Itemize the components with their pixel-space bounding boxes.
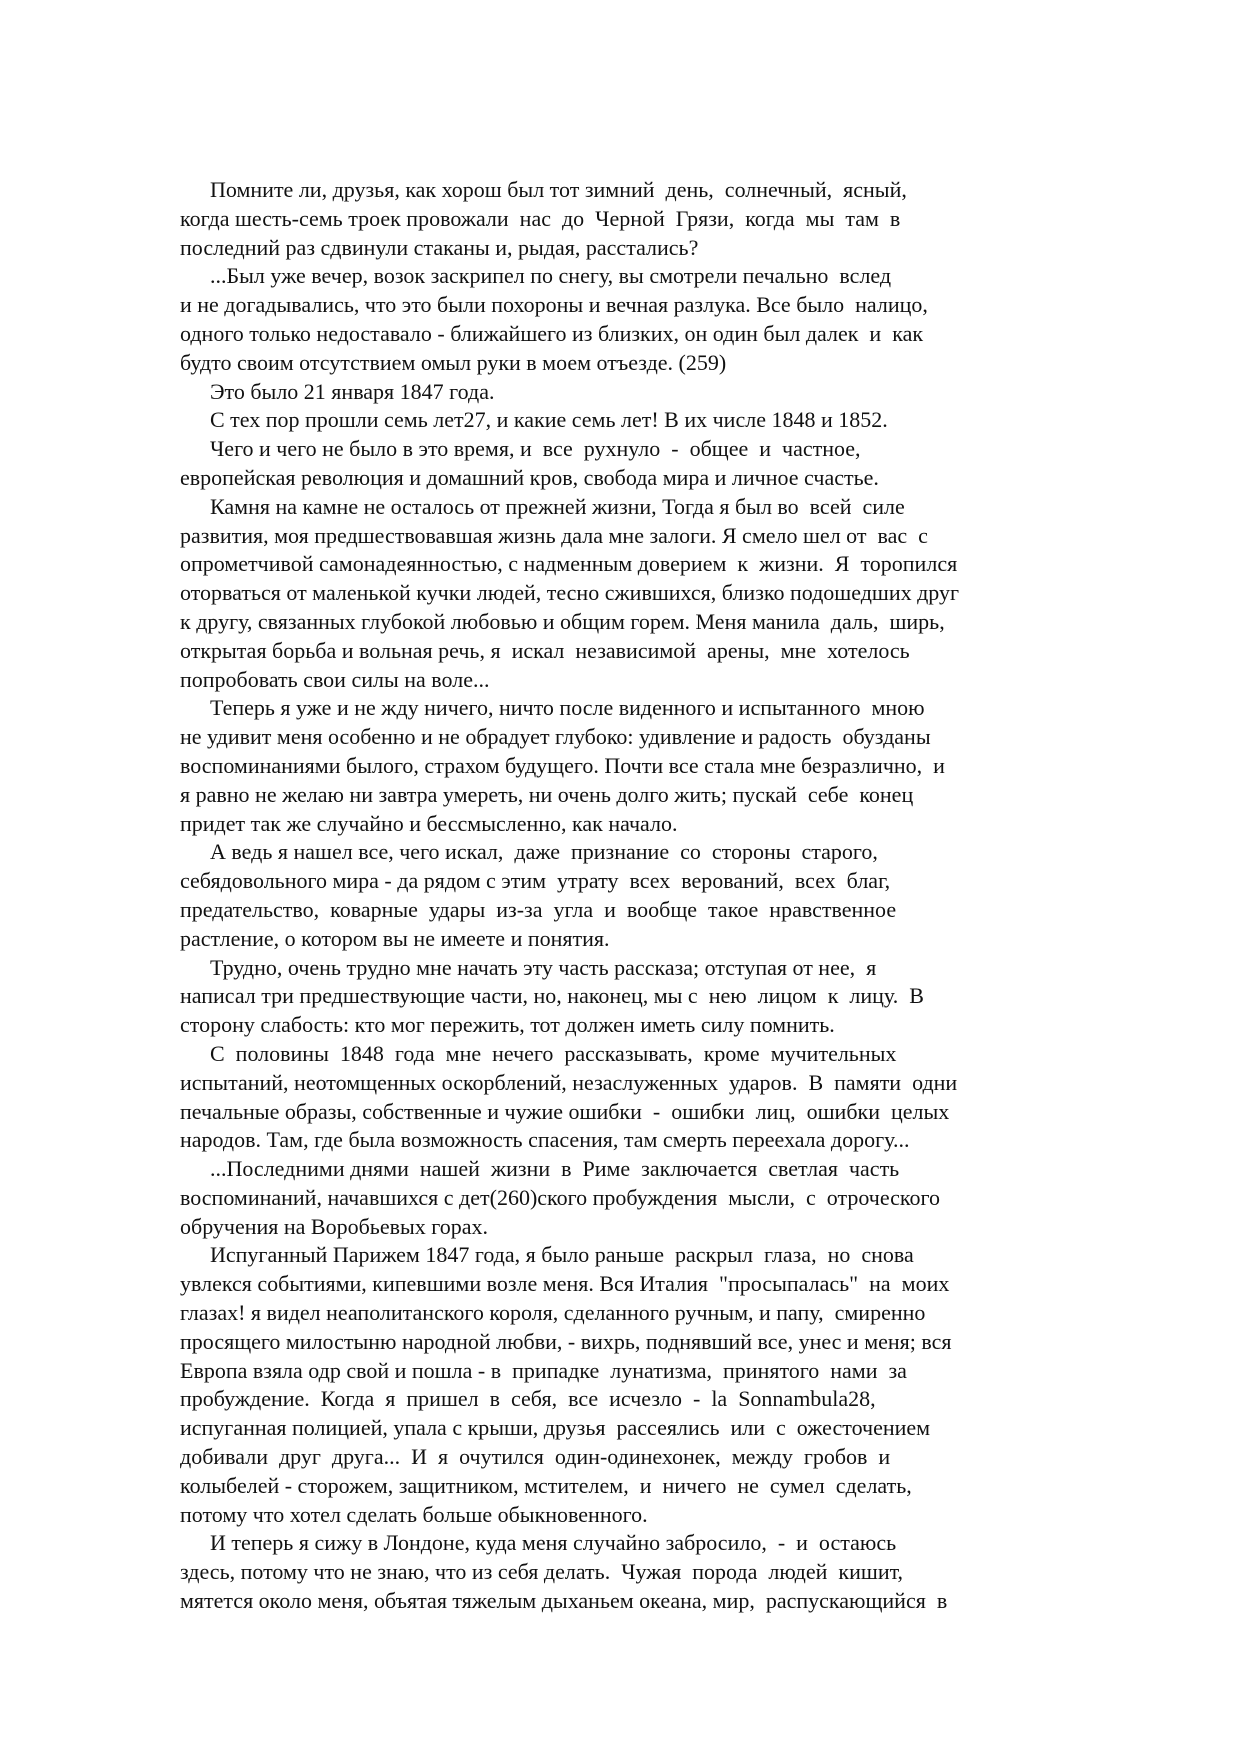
text-line: Это было 21 января 1847 года. — [210, 378, 495, 404]
text-line: оторваться от маленькой кучки людей, тесно сжившихся, близко подошедших друг — [180, 580, 960, 606]
text-line: А ведь я нашел все, чего искал, даже признание со стороны старого, — [210, 839, 878, 865]
paragraph — [180, 838, 1080, 953]
paragraph — [180, 694, 1080, 838]
text-line: опрометчивой самонадеянностью, с надменным доверием к жизни. Я торопился — [180, 551, 958, 577]
paragraph — [180, 1155, 1080, 1241]
text-line: придет так же случайно и бессмысленно, как начало. — [180, 810, 678, 836]
text-line: народов. Там, где была возможность спасения, там смерть переехала дорогу... — [180, 1127, 910, 1153]
text-line: и не догадывались, что это были похороны и вечная разлука. Все было налицо, — [180, 292, 928, 318]
paragraph — [180, 378, 1080, 407]
text-line: Европа взяла одр свой и пошла - в припадке лунатизма, принятого нами за — [180, 1357, 907, 1383]
text-line: добивали друг друга... И я очутился один-одинехонек, между гробов и — [180, 1444, 891, 1470]
text-line: Помните ли, друзья, как хорош был тот зимний день, солнечный, ясный, — [210, 177, 907, 202]
text-line: я равно не желаю ни завтра умереть, ни очень долго жить; пускай себе конец — [180, 781, 914, 807]
paragraph — [180, 1529, 1080, 1615]
text-line: Испуганный Парижем 1847 года, я было раньше раскрыл глаза, но снова — [210, 1242, 914, 1268]
text-line: последний раз сдвинули стаканы и, рыдая, расстались? — [180, 234, 699, 260]
text-line: себядовольного мира - да рядом с этим утрату всех верований, всех благ, — [180, 868, 891, 894]
text-line: одного только недоставало - ближайшего из близких, он один был далек и как — [180, 320, 924, 346]
paragraph — [180, 435, 1080, 493]
text-line: испытаний, неотомщенных оскорблений, незаслуженных ударов. В памяти одни — [180, 1069, 958, 1095]
text-line: европейская революция и домашний кров, свобода мира и личное счастье. — [180, 464, 879, 490]
text-line: предательство, коварные удары из-за угла и вообще такое нравственное — [180, 896, 897, 922]
text-line: И теперь я сижу в Лондоне, куда меня случайно забросило, - и остаюсь — [210, 1530, 897, 1556]
paragraph — [180, 954, 1080, 1040]
text-line: к другу, связанных глубокой любовью и общим горем. Меня манила даль, ширь, — [180, 608, 945, 634]
text-line: колыбелей - сторожем, защитником, мстителем, и ничего не сумел сделать, — [180, 1472, 912, 1498]
text-line: испуганная полицией, упала с крыши, друзья рассеялись или с ожесточением — [180, 1415, 931, 1441]
paragraph — [180, 493, 1080, 695]
text-line: обручения на Воробьевых горах. — [180, 1213, 489, 1239]
paragraph — [180, 1241, 1080, 1529]
text-line: Трудно, очень трудно мне начать эту часть рассказа; отступая от нее, я — [210, 954, 877, 980]
paragraph — [180, 406, 1080, 435]
text-line: увлекся событиями, кипевшими возле меня. Вся Италия "просыпалась" на моих — [180, 1271, 950, 1297]
paragraph — [180, 176, 1080, 262]
text-line: мятется около меня, объятая тяжелым дыханьем океана, мир, распускающийся в — [180, 1588, 948, 1614]
text-line: попробовать свои силы на воле... — [180, 666, 490, 692]
text-line: просящего милостыню народной любви, - вихрь, поднявший все, унес и меня; вся — [180, 1328, 952, 1354]
text-line: пробуждение. Когда я пришел в себя, все исчезло - la Sonnambula28, — [180, 1386, 876, 1412]
text-line: воспоминаниями былого, страхом будущего. Почти все стала мне безразлично, и — [180, 752, 945, 778]
text-line: Теперь я уже и не жду ничего, ничто после виденного и испытанного мною — [210, 695, 925, 721]
text-line: С половины 1848 года мне нечего рассказывать, кроме мучительных — [210, 1040, 897, 1066]
text-line: когда шесть-семь троек провожали нас до Черной Грязи, когда мы там в — [180, 205, 901, 231]
text-line: Чего и чего не было в это время, и все рухнуло - общее и частное, — [210, 436, 861, 462]
text-line: открытая борьба и вольная речь, я искал независимой арены, мне хотелось — [180, 637, 910, 663]
text-line: написал три предшествующие части, но, наконец, мы с нею лицом к лицу. В — [180, 983, 924, 1009]
paragraph — [180, 262, 1080, 377]
text-line: ...Последними днями нашей жизни в Риме заключается светлая часть — [210, 1156, 900, 1182]
text-line: растление, о котором вы не имеете и понятия. — [180, 925, 610, 951]
text-line: печальные образы, собственные и чужие ошибки - ошибки лиц, ошибки целых — [180, 1098, 950, 1124]
text-line: глазах! я видел неаполитанского короля, сделанного ручным, и папу, смиренно — [180, 1300, 926, 1326]
text-line: потому что хотел сделать больше обыкновенного. — [180, 1501, 648, 1527]
text-line: Камня на камне не осталось от прежней жизни, Тогда я был во всей силе — [210, 493, 905, 519]
paragraph — [180, 1040, 1080, 1155]
text-line: не удивит меня особенно и не обрадует глубоко: удивление и радость обузданы — [180, 724, 931, 750]
document-page — [180, 176, 1080, 1616]
text-line: ...Был уже вечер, возок заскрипел по снегу, вы смотрели печально вслед — [210, 263, 892, 289]
text-line: С тех пор прошли семь лет27, и какие семь лет! В их числе 1848 и 1852. — [210, 407, 888, 433]
text-line: развития, моя предшествовавшая жизнь дала мне залоги. Я смело шел от вас с — [180, 522, 928, 548]
text-line: здесь, потому что не знаю, что из себя делать. Чужая порода людей кишит, — [180, 1559, 904, 1585]
text-line: сторону слабость: кто мог пережить, тот должен иметь силу помнить. — [180, 1012, 835, 1038]
text-line: воспоминаний, начавшихся с дет(260)ского пробуждения мысли, с отроческого — [180, 1184, 940, 1210]
text-line: будто своим отсутствием омыл руки в моем отъезде. (259) — [180, 349, 727, 375]
